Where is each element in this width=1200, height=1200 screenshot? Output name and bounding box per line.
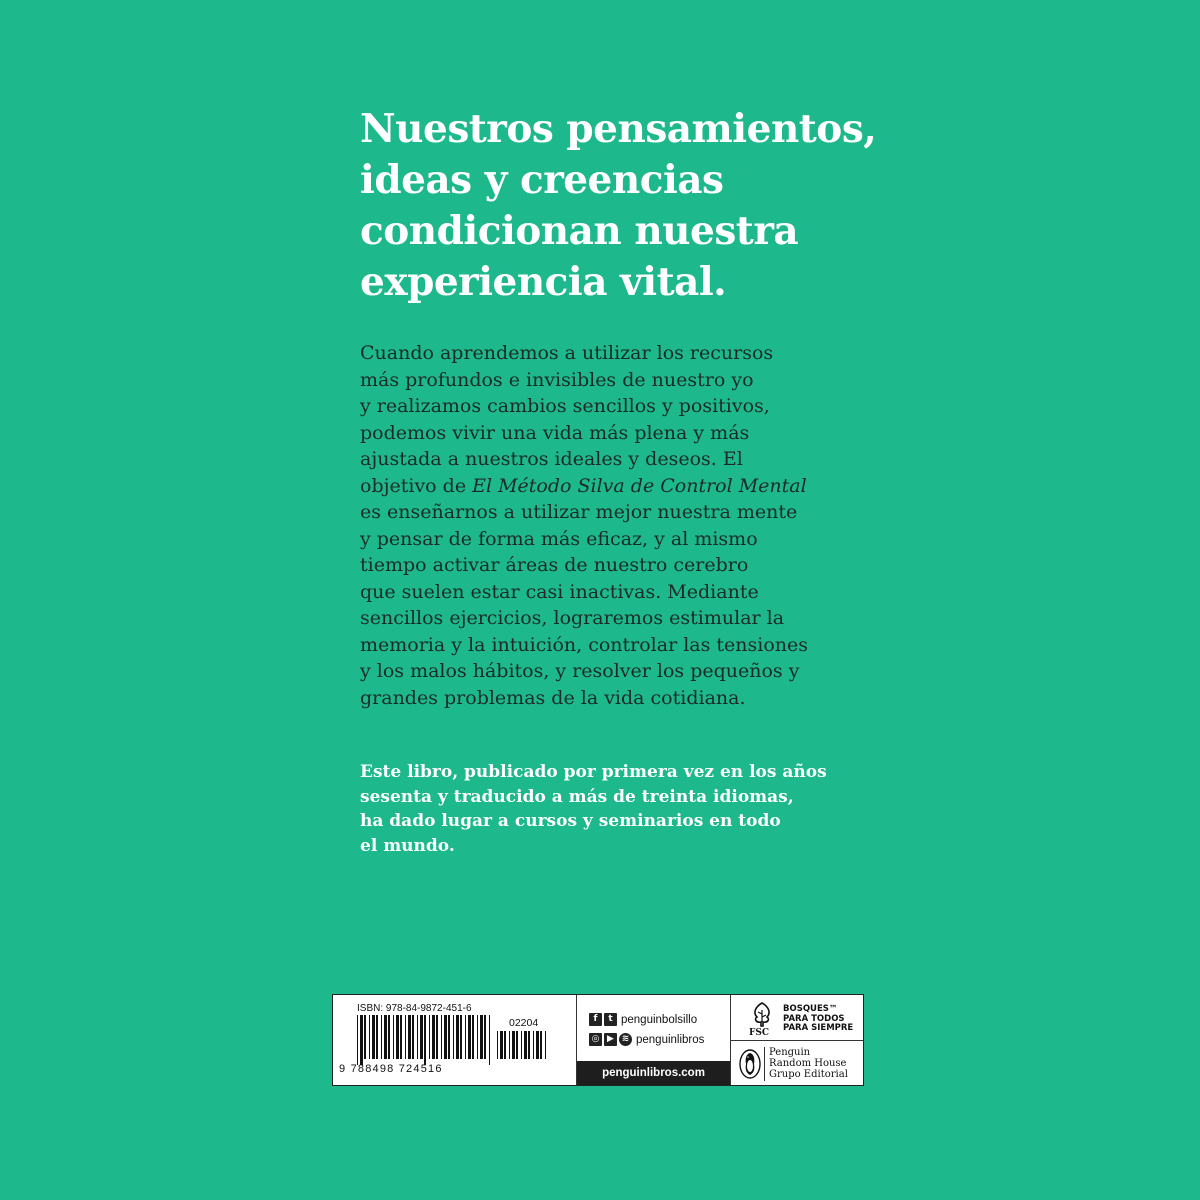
barcode-bar bbox=[528, 1031, 530, 1059]
headline-line: condicionan nuestra bbox=[360, 208, 799, 254]
barcode-bar bbox=[400, 1015, 402, 1059]
barcode-bar bbox=[456, 1015, 459, 1059]
fsc-label: FSC bbox=[749, 1028, 770, 1038]
barcode-bar bbox=[448, 1015, 450, 1059]
barcode-addon-bars bbox=[497, 1031, 549, 1065]
social-handle-bolsillo[interactable]: penguinbolsillo bbox=[621, 1013, 698, 1026]
barcode-bar bbox=[516, 1031, 518, 1059]
barcode-bar bbox=[533, 1031, 534, 1059]
barcode-bar bbox=[381, 1015, 382, 1059]
barcode-bar bbox=[369, 1015, 370, 1059]
synopsis-line: más profundos e invisibles de nuestro yo bbox=[360, 368, 754, 391]
closing-paragraph bbox=[360, 760, 880, 858]
barcode-bar bbox=[364, 1015, 366, 1059]
barcode-bar bbox=[405, 1015, 406, 1059]
barcode-bar bbox=[384, 1015, 387, 1059]
headline-line: Nuestros pensamientos, bbox=[360, 106, 877, 152]
headline-line: experiencia vital. bbox=[360, 259, 727, 305]
website-link[interactable]: penguinlibros.com bbox=[577, 1061, 730, 1085]
book-title: El Método Silva de Control Mental bbox=[472, 474, 807, 497]
synopsis-line: memoria y la intuición, controlar las tensiones bbox=[360, 633, 809, 656]
barcode-bar bbox=[360, 1015, 363, 1065]
barcode-bar bbox=[453, 1015, 454, 1059]
ean-digits: 9 788498 724516 bbox=[339, 1063, 443, 1075]
publisher-name-line: Grupo Editorial bbox=[769, 1069, 848, 1080]
instagram-icon[interactable]: ◎ bbox=[589, 1033, 602, 1046]
headline-line: ideas y creencias bbox=[360, 157, 724, 203]
headline bbox=[360, 104, 880, 308]
barcode-bar bbox=[436, 1015, 438, 1059]
price-code: 02204 bbox=[509, 1017, 539, 1029]
synopsis-line: que suelen estar casi inactivas. Mediante bbox=[360, 580, 759, 603]
barcode-bar bbox=[509, 1031, 510, 1059]
spotify-icon[interactable]: ≋ bbox=[619, 1033, 632, 1046]
barcode-bar bbox=[417, 1015, 418, 1059]
synopsis-line-prefix: objetivo de bbox=[360, 474, 473, 497]
barcode-bar bbox=[472, 1015, 474, 1059]
synopsis-line: tiempo activar áreas de nuestro cerebro bbox=[360, 554, 749, 576]
barcode-bar bbox=[460, 1015, 462, 1059]
publisher-name bbox=[769, 1047, 848, 1080]
synopsis-line: y realizamos cambios sencillos y positivos, bbox=[360, 395, 770, 417]
barcode-bar bbox=[477, 1015, 478, 1059]
synopsis-line bbox=[360, 473, 880, 500]
barcode-bar bbox=[536, 1031, 539, 1059]
fsc-slogan-line: BOSQUES™ bbox=[783, 1004, 838, 1014]
facebook-icon[interactable]: f bbox=[589, 1013, 602, 1026]
youtube-icon[interactable]: ▶ bbox=[604, 1033, 617, 1046]
publisher-divider bbox=[764, 1047, 765, 1081]
social-row-libros bbox=[589, 1033, 704, 1046]
barcode-bar bbox=[497, 1031, 498, 1059]
publisher-logo bbox=[731, 1041, 863, 1087]
synopsis-line: sencillos ejercicios, lograremos estimular la bbox=[360, 607, 785, 629]
barcode-bar bbox=[540, 1031, 542, 1059]
social-row-bolsillo bbox=[589, 1013, 697, 1026]
barcode-panel bbox=[332, 994, 864, 1086]
synopsis-line: ajustada a nuestros ideales y deseos. El bbox=[360, 448, 743, 470]
barcode-bar bbox=[524, 1031, 527, 1059]
social-section bbox=[577, 995, 731, 1085]
barcode-bar bbox=[376, 1015, 378, 1059]
barcode-bar bbox=[372, 1015, 375, 1059]
barcode-bar bbox=[545, 1031, 546, 1059]
barcode-bar bbox=[484, 1015, 486, 1059]
closing-line: sesenta y traducido a más de treinta idiomas, bbox=[360, 786, 794, 807]
fsc-logo bbox=[731, 995, 863, 1041]
penguin-icon bbox=[739, 1049, 761, 1079]
closing-line: ha dado lugar a cursos y seminarios en todo bbox=[360, 811, 781, 831]
barcode-bar bbox=[468, 1015, 471, 1059]
synopsis-line: Cuando aprendemos a utilizar los recursos bbox=[360, 342, 774, 364]
fsc-slogan bbox=[783, 1005, 853, 1034]
barcode-bar bbox=[432, 1015, 435, 1059]
barcode-bar bbox=[412, 1015, 414, 1059]
barcode-bar bbox=[429, 1015, 430, 1059]
synopsis-line: y pensar de forma más eficaz, y al mismo bbox=[360, 527, 758, 550]
publisher-name-line: Random House bbox=[769, 1058, 847, 1069]
synopsis-paragraph bbox=[360, 340, 880, 711]
barcode-bar bbox=[512, 1031, 515, 1059]
publisher-name-line: Penguin bbox=[769, 1047, 811, 1058]
synopsis-line: podemos vivir una vida más plena y más bbox=[360, 421, 750, 444]
barcode-bar bbox=[444, 1015, 447, 1059]
twitter-icon[interactable]: t bbox=[604, 1013, 617, 1026]
logos-section bbox=[731, 995, 863, 1085]
barcode-bar bbox=[504, 1031, 506, 1059]
barcode-bar bbox=[396, 1015, 399, 1059]
barcode-bar bbox=[408, 1015, 411, 1059]
barcode-bar bbox=[424, 1015, 426, 1065]
barcode-bar bbox=[521, 1031, 522, 1059]
barcode-bar bbox=[500, 1031, 503, 1059]
barcode-section bbox=[333, 995, 577, 1085]
barcode-bar bbox=[465, 1015, 466, 1059]
barcode-bar bbox=[420, 1015, 423, 1059]
barcode-bar bbox=[489, 1015, 490, 1065]
social-handle-libros[interactable]: penguinlibros bbox=[636, 1033, 705, 1046]
barcode-bar bbox=[357, 1015, 358, 1065]
fsc-slogan-line: PARA SIEMPRE bbox=[783, 1023, 854, 1033]
barcode-bars bbox=[357, 1015, 493, 1065]
synopsis-line: grandes problemas de la vida cotidiana. bbox=[360, 686, 746, 709]
barcode-bar bbox=[441, 1015, 442, 1059]
tree-icon bbox=[749, 1001, 775, 1027]
barcode-bar bbox=[388, 1015, 390, 1059]
barcode-bar bbox=[393, 1015, 394, 1059]
closing-line: el mundo. bbox=[360, 835, 455, 856]
synopsis-line: y los malos hábitos, y resolver los pequeños y bbox=[360, 660, 800, 682]
synopsis-line: es enseñarnos a utilizar mejor nuestra mente bbox=[360, 501, 798, 523]
closing-line: Este libro, publicado por primera vez en los años bbox=[360, 762, 827, 782]
barcode-bar bbox=[480, 1015, 483, 1059]
isbn-label: ISBN: 978-84-9872-451-6 bbox=[357, 1003, 472, 1014]
fsc-slogan-line: PARA TODOS bbox=[783, 1013, 845, 1024]
